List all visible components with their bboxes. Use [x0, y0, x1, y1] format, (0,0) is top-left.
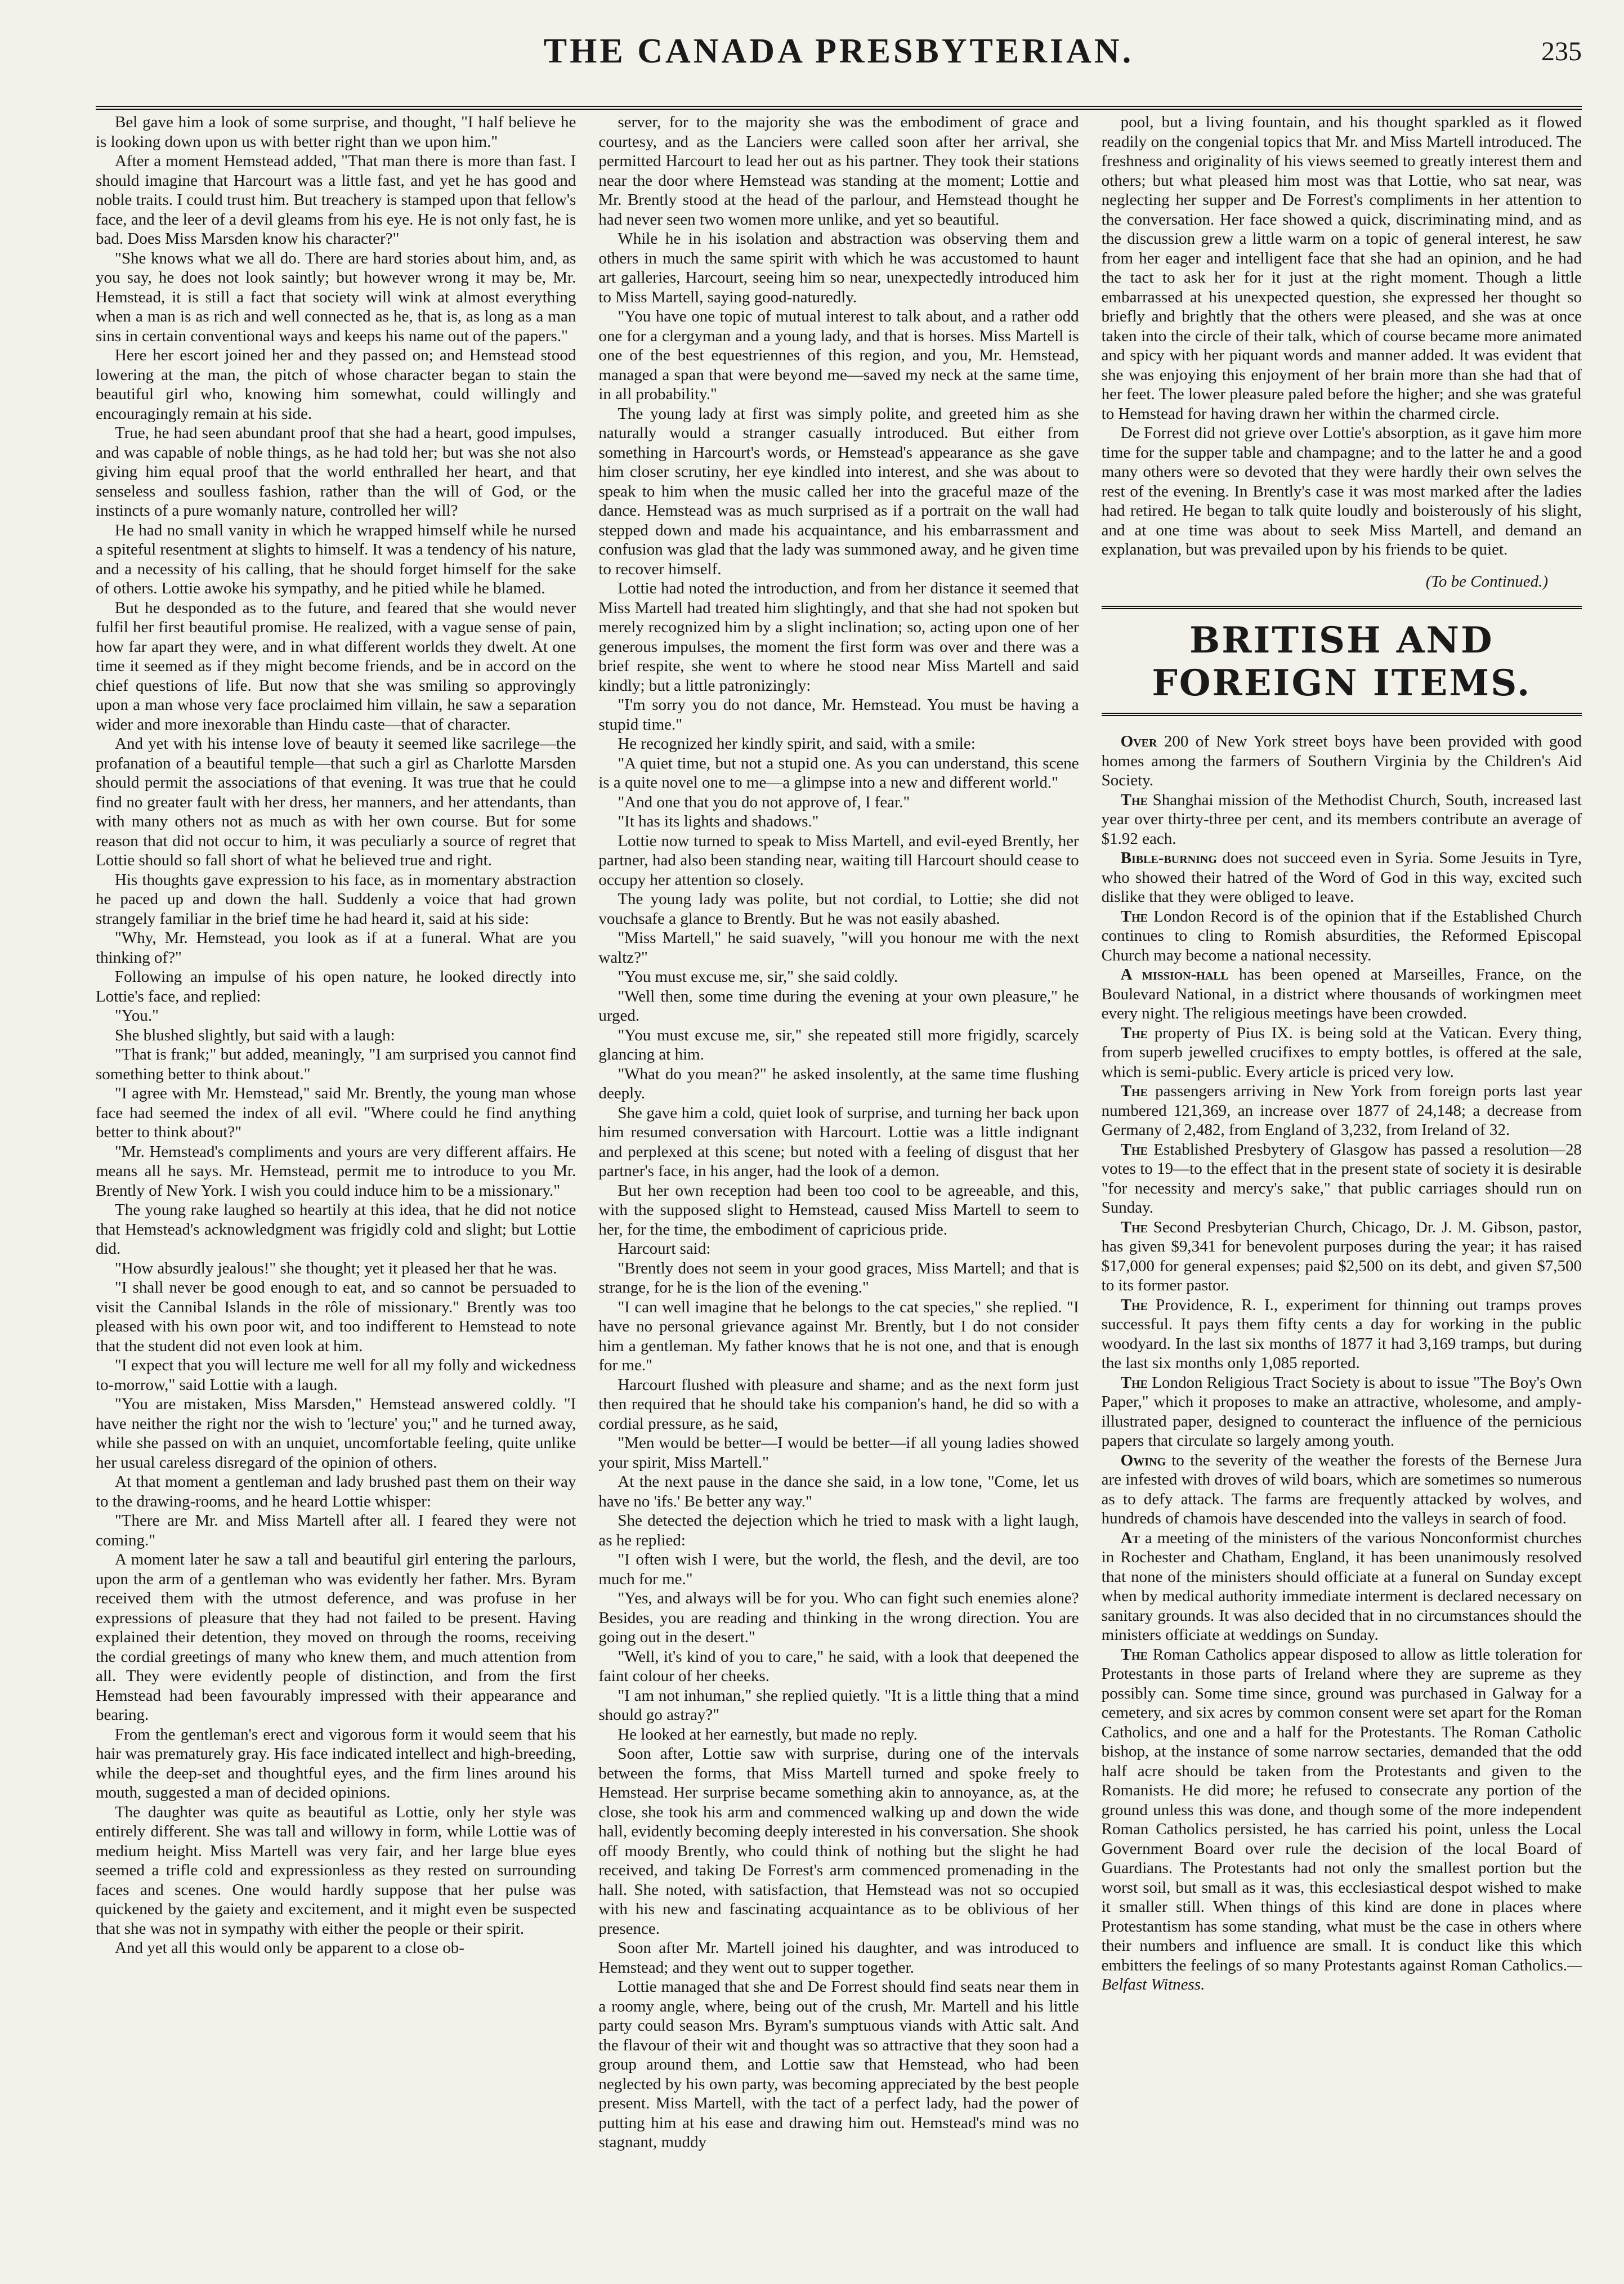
paragraph: Harcourt said: [618, 1240, 711, 1258]
paragraph: "Mr. Hemstead's compliments and yours are very different affairs. He means all he says. Mr. Hemstead, permit me to introduce to you Mr. Brently of New York. I wish you could induce him to be a missionary." [96, 1142, 576, 1200]
news-item [1102, 1295, 1582, 1373]
news-item [1102, 790, 1582, 849]
news-item-text: Providence, R. I., experiment for thinning out tramps proves successful. It pays them fifty cents a day for working in the public woodyard. In the last six months of 1877 it had 3,169 tramps, but during the last six months only 1,085 reported. [1101, 1295, 1582, 1373]
paragraph: While he in his isolation and abstraction was observing them and others in much the same spirit with which he was accustomed to haunt art galleries, Harcourt, seeing him so near, unexpectedly introduced him to Miss Martell, saying good-naturedly. [598, 230, 1079, 306]
paragraph: He looked at her earnestly, but made no reply. [618, 1725, 918, 1744]
paragraph: "Brently does not seem in your good graces, Miss Martell; and that is strange, for he is the lion of the evening." [598, 1259, 1079, 1297]
news-item-lead: The [1120, 1295, 1148, 1314]
news-item-lead: Over [1120, 732, 1157, 751]
paragraph: The daughter was quite as beautiful as Lottie, only her style was entirely different. She was tall and willowy in form, while Lottie was of medium height. Miss Martell was very fair, and her large blue eyes seemed a trifle cold and expressionless as they rested on surrounding faces and scenes. One would hardly suppose that her pulse was quickened by the gaiety and excitement, and it might even be suspected that she was not in sympathy with either the people or their spirit. [96, 1803, 576, 1938]
paragraph: From the gentleman's erect and vigorous form it would seem that his hair was prematurely gray. His face indicated intellect and high-breeding, while the deep-set and thoughtful eyes, and the firm lines around his mouth, suggested a man of decided opinions. [96, 1725, 576, 1802]
paragraph: De Forrest did not grieve over Lottie's absorption, as it gave him more time for the supper table and champagne; and to the latter he and a good many others were so devoted that they were hardly their own selves the rest of the evening. In Brently's case it was most marked after the ladies had retired. He began to talk quite loudly and boisterously of his slight, and at one time was about to seek Miss Martell, and demand an explanation, but was prevailed upon by his friends to be quiet. [1101, 424, 1582, 558]
section-title: BRITISH AND FOREIGN ITEMS. [1152, 619, 1532, 705]
newspaper-title: THE CANADA PRESBYTERIAN. [543, 32, 1134, 70]
paragraph: Following an impulse of his open nature, he looked directly into Lottie's face, and replied: [96, 968, 576, 1005]
news-item [1102, 1140, 1582, 1218]
news-item-text: London Record is of the opinion that if the Established Church continues to cling to Romish absurdities, the Reformed Episcopal Church may become a national necessity. [1101, 907, 1582, 964]
news-item-text: Second Presbyterian Church, Chicago, Dr. J. M. Gibson, pastor, has given $9,341 for benevolent purposes during the year; it has raised $17,000 for general expenses; paid $2,500 on its debt, and given $7,500 to its former pastor. [1101, 1218, 1582, 1295]
news-item [1102, 1023, 1582, 1082]
paragraph: At that moment a gentleman and lady brushed past them on their way to the drawing-rooms, and he heard Lottie whisper: [96, 1473, 576, 1510]
paragraph: Bel gave him a look of some surprise, and thought, "I half believe he is looking down upon us with better right than we upon him." [96, 113, 576, 151]
paragraph: He had no small vanity in which he wrapped himself while he nursed a spiteful resentment at slights to himself. It was a tendency of his nature, and a necessity of his calling, that he should forget himself for the sake of others. Lottie awoke his sympathy, and he pitied while he blamed. [96, 521, 576, 597]
paragraph: pool, but a living fountain, and his thought sparkled as it flowed readily on the congenial topics that Mr. and Miss Martell introduced. The freshness and originality of his views seemed to greatly interest them and others; but what pleased him most was that Lottie, who sat near, was neglecting her supper and De Forrest's compliments in her attention to the conversation. Her face showed a quick, discriminating mind, and as the discussion grew a little warm on a topic of general interest, he saw from her eager and intelligent face that she had an opinion, and he had the tact to ask her for it just at the right moment. Though a little embarrassed at his unexpected question, she expressed her thought so briefly and brightly that the others were pleased, and she was at once taken into the circle of their talk, which of course became more animated and spicy with her piquant words and manner added. It was evident that she was enjoying this enjoyment of her brain more than she had that of her feet. The lower pleasure paled before the higher; and she was grateful to Hemstead for having drawn her within the charmed circle. [1101, 113, 1582, 423]
paragraph: "It has its lights and shadows." [618, 812, 819, 830]
news-item-lead: At [1120, 1528, 1140, 1547]
news-item-text: to the severity of the weather the forests of the Bernese Jura are infested with droves of wild boars, which are sometimes so numerous as to defy attack. The farms are frequently attacked by wolves, and hundreds of chamois have descended into the valleys in search of food. [1101, 1451, 1582, 1528]
paragraph: "Miss Martell," he said suavely, "will you honour me with the next waltz?" [598, 929, 1079, 967]
paragraph: Lottie had noted the introduction, and from her distance it seemed that Miss Martell had treated him slightingly, and that she had not spoken but merely recognized him by a slight inclination; so, acting upon one of her generous impulses, the moment the first form was over and there was a brief respite, she went to where he stood near Miss Martell and said kindly; but a little patronizingly: [598, 579, 1079, 695]
paragraph: "A quiet time, but not a stupid one. As you can understand, this scene is a quite novel one to me—a glimpse into a new and different world." [598, 754, 1079, 792]
paragraph: A moment later he saw a tall and beautiful girl entering the parlours, upon the arm of a gentleman who was evidently her father. Mrs. Byram received them with the utmost deference, and was profuse in her expressions of pleasure that they had not failed to be present. Having explained their detention, they moved on through the rooms, receiving the cordial greetings of many who knew them, and much attention from all. They were evidently people of distinction, and from the first Hemstead had been favourably impressed with their appearance and bearing. [96, 1550, 576, 1724]
news-item-lead: The [1120, 1023, 1148, 1042]
news-item-lead: Owing [1120, 1451, 1166, 1469]
paragraph: "Men would be better—I would be better—if all young ladies showed your spirit, Miss Martell." [598, 1434, 1079, 1472]
paragraph: "You must excuse me, sir," she repeated still more frigidly, scarcely glancing at him. [598, 1026, 1079, 1063]
paragraph: "Why, Mr. Hemstead, you look as if at a funeral. What are you thinking of?" [96, 929, 576, 967]
news-item [1102, 907, 1582, 966]
news-item-lead: The [1120, 907, 1148, 926]
news-item-text: 200 of New York street boys have been provided with good homes among the farmers of Southern Virginia by the Children's Aid Society. [1101, 732, 1582, 790]
paragraph: And yet with his intense love of beauty it seemed like sacrilege—the profanation of a beautiful temple—that such a girl as Charlotte Marsden should permit the associations of that evening. It was true that he could find no greater fault with her dress, her manners, and her attendants, than with many others not as much as with her own course. But for some reason that did not occur to him, it was peculiarly a source of regret that Lottie should so fall short of what he believed true and right. [96, 735, 576, 869]
news-item-lead: The [1120, 1645, 1148, 1664]
paragraph: "I am not inhuman," she replied quietly. "It is a little thing that a mind should go astray?" [598, 1686, 1079, 1724]
paragraph: "I shall never be good enough to eat, and so cannot be persuaded to visit the Cannibal Islands in the rôle of missionary." Brently was too pleased with his own poor wit, and too indifferent to Hemstead to note that the student did not even look at him. [96, 1279, 576, 1355]
paragraph: His thoughts gave expression to his face, as in momentary abstraction he paced up and down the hall. Suddenly a voice that had grown strangely familiar in the brief time he had heard it, said at his side: [96, 870, 576, 928]
news-item-lead: The [1120, 1373, 1148, 1392]
paragraph: Harcourt flushed with pleasure and shame; and as the next form just then required that he should take his companion's hand, he did so with a cordial pressure, as he said, [598, 1375, 1079, 1433]
news-item-lead: The [1120, 790, 1148, 809]
column-3 [1102, 113, 1582, 2229]
news-item-lead: The [1120, 1218, 1148, 1236]
news-item-text: has been opened at Marseilles, France, on the Boulevard National, in a district where thousands of workingmen meet every night. The religious meetings have been crowded. [1101, 966, 1582, 1023]
paragraph: He recognized her kindly spirit, and said, with a smile: [618, 735, 976, 753]
news-item-text: a meeting of the ministers of the various Nonconformist churches in Rochester and Chatham, England, it has been unanimously resolved that none of the ministers should officiate at a funeral on Sunday except when by medical authority immediate interment is declared necessary on sanitary grounds. It was also decided that in no circumstances should the ministers officiate at weddings on Sunday. [1101, 1528, 1582, 1644]
paragraph: The young lady at first was simply polite, and greeted him as she naturally would a stranger casually introduced. But either from something in Harcourt's words, or Hemstead's appearance as she gave him closer scrutiny, her eye kindled into interest, and she was about to speak to him when the music called her into the graceful maze of the dance. Hemstead was as much surprised as if a portrait on the wall had stepped down and made his acquaintance, and his embarrassment and confusion was glad that the lady was summoned away, and he given time to recover himself. [598, 404, 1079, 578]
paragraph: Here her escort joined her and they passed on; and Hemstead stood lowering at the man, the pitch of whose character began to stain the beautiful girl who, knowing him somewhat, could willingly and encouragingly remain at his side. [96, 346, 576, 423]
news-item [1102, 848, 1582, 907]
section-header [1102, 606, 1582, 716]
paragraph: She blushed slightly, but said with a laugh: [115, 1026, 395, 1044]
news-item-lead: The [1120, 1140, 1148, 1159]
paragraph: "How absurdly jealous!" she thought; yet it pleased her that he was. [115, 1259, 557, 1277]
paragraph: "I'm sorry you do not dance, Mr. Hemstead. You must be having a stupid time." [598, 696, 1079, 734]
paragraph: "Well, it's kind of you to care," he said, with a look that deepened the faint colour of her cheeks. [598, 1647, 1079, 1685]
source-signature: —Belfast Witness. [1101, 1956, 1582, 1994]
news-item [1102, 965, 1582, 1023]
paragraph: "That is frank;" but added, meaningly, "I am surprised you cannot find something better to think about." [96, 1045, 576, 1083]
news-item [1102, 1528, 1582, 1645]
paragraph: True, he had seen abundant proof that she had a heart, good impulses, and was capable of noble things, as he had told her; but was she not also giving him equal proof that the world enthralled her heart, and that senseless and soulless fashion, rather than the will of God, or the instincts of a pure womanly nature, controlled her will? [96, 424, 576, 520]
news-item [1102, 1373, 1582, 1451]
paragraph: "What do you mean?" he asked insolently, at the same time flushing deeply. [598, 1065, 1079, 1102]
paragraph: But he desponded as to the future, and feared that she would never fulfil her first beautiful promise. He realized, with a vague sense of pain, how far apart they were, and in what different worlds they dwelt. At one time it seemed as if they might become friends, and be in accord on the chief questions of life. But now that she was smiling so approvingly upon a man whose very face proclaimed him villain, he saw a separation wider and more inexorable than Hindu caste—that of character. [96, 598, 576, 734]
paragraph: "I often wish I were, but the world, the flesh, and the devil, are too much for me." [598, 1550, 1079, 1588]
column-1 [96, 113, 576, 2229]
paragraph: "I expect that you will lecture me well for all my folly and wickedness to-morrow," said Lottie with a laugh. [96, 1356, 576, 1394]
paragraph: Lottie now turned to speak to Miss Martell, and evil-eyed Brently, her partner, had also been standing near, waiting till Harcourt should cease to occupy her attention so closely. [598, 832, 1079, 889]
paragraph: And yet all this would only be apparent to a close ob- [115, 1939, 464, 1957]
page-number: 235 [1541, 37, 1582, 66]
paragraph: "And one that you do not approve of, I fear." [618, 793, 910, 811]
news-item-text: does not succeed even in Syria. Some Jesuits in Tyre, who showed their hatred of the Word of God in this way, excited such dislike that they were obliged to leave. [1101, 849, 1582, 906]
news-items [1102, 732, 1582, 1995]
story-continuation [1102, 113, 1582, 560]
paragraph: "She knows what we all do. There are hard stories about him, and, as you say, he does not look saintly; but however wrong it may be, Mr. Hemstead, it is still a fact that society will wink at almost everything when a man is as rich and well connected as he, that is, as long as a man sins in certain conventional ways and keeps his name out of the papers." [96, 249, 576, 345]
to-be-continued: (To be Continued.) [1425, 572, 1548, 591]
news-item-lead: Bible-burning [1120, 849, 1217, 868]
news-item-text: Established Presbytery of Glasgow has passed a resolution—28 votes to 19—to the effect that in the present state of society it is desirable "for necessity and mercy's sake," that public carriages should run on Sunday. [1101, 1140, 1582, 1217]
paragraph: server, for to the majority she was the embodiment of grace and courtesy, and as the Lanciers were called soon after her arrival, she permitted Harcourt to lead her out as his partner. They took their stations near the door where Hemstead was standing at the moment; Lottie and Mr. Brently stood at the head of the parlour, and Hemstead thought he had never seen two women more unlike, and yet so beautiful. [598, 113, 1079, 229]
column-2 [598, 113, 1079, 2229]
news-item [1102, 1451, 1582, 1528]
news-item [1102, 732, 1582, 790]
news-item-text: Roman Catholics appear disposed to allow as little toleration for Protestants in those parts of Ireland where they are supreme as they possibly can. Some time since, ground was purchased in Galway for a cemetery, and six acres by common consent were set apart for the Roman Catholics, and one and a half for the Protestants. The Roman Catholic bishop, at the instance of some narrow sectaries, demanded that the odd half acre should be taken from the Protestants and given to the Romanists. He did more; he refused to consecrate any portion of the ground unless this was done, and though some of the more independent Roman Catholics persisted, he has carried his point, unless the Local Government Board over rule the decision of the local Board of Guardians. The Protestants had not only the smallest portion but the worst soil, but small as it was, this ecclesiastical despot wished to make it smaller still. When things of this kind are done in places where Protestantism has some standing, what must be the case in others where their numbers and influence are small. It is conduct like this which embitters the feelings of so many Protestants against Roman Catholics. [1101, 1645, 1582, 1974]
news-item-lead: The [1120, 1082, 1148, 1101]
paragraph: She detected the dejection which he tried to mask with a light laugh, as he replied: [598, 1512, 1079, 1549]
news-item [1102, 1081, 1582, 1140]
paragraph: After a moment Hemstead added, "That man there is more than fast. I should imagine that Harcourt was a little fast, and yet he has good and noble traits. I could trust him. But treachery is stamped upon that fellow's face, and the leer of a devil gleams from his eye. He is not only fast, he is bad. Does Miss Marsden know his character?" [96, 152, 576, 248]
paragraph: "I can well imagine that he belongs to the cat species," she replied. "I have no personal grievance against Mr. Brently, but I do not consider him a gentleman. My father knows that he is not one, and that is enough for me." [598, 1298, 1079, 1374]
news-item [1102, 1218, 1582, 1295]
news-item-text: passengers arriving in New York from foreign ports last year numbered 121,369, an increase over 1877 of 24,148; a decrease from Germany of 2,482, from England of 3,232, from Ireland of 32. [1101, 1082, 1582, 1139]
paragraph: Soon after Mr. Martell joined his daughter, and was introduced to Hemstead; and they went out to supper together. [598, 1939, 1079, 1977]
paragraph: The young rake laughed so heartily at this idea, that he did not notice that Hemstead's acknowledgment was frigidly cold and slight; but Lottie did. [96, 1201, 576, 1258]
paragraph: Soon after, Lottie saw with surprise, during one of the intervals between the forms, that Miss Martell turned and spoke freely to Hemstead. Her surprise became something akin to annoyance, as, at the close, she took his arm and commenced walking up and down the wide hall, evidently becoming deeply interested in his conversation. She shook off moody Brently, who could think of nothing but the slight he had received, and taking De Forrest's arm commenced promenading in the hall. She noted, with satisfaction, that Hemstead was not so occupied with his new and fascinating acquaintance as to be oblivious of her presence. [598, 1745, 1079, 1938]
news-item-text: London Religious Tract Society is about to issue "The Boy's Own Paper," which it proposes to make an attractive, wholesome, and amply-illustrated paper, designed to counteract the influence of the pernicious papers that circulate so largely among youth. [1101, 1373, 1582, 1450]
news-item-text: property of Pius IX. is being sold at the Vatican. Every thing, from superb jewelled crucifixes to empty bottles, is offered at the sale, which is semi-public. Every article is priced very low. [1101, 1023, 1582, 1081]
masthead [96, 21, 1582, 110]
news-item [1102, 1645, 1582, 1995]
paragraph: "There are Mr. and Miss Martell after all. I feared they were not coming." [96, 1512, 576, 1549]
paragraph: "Yes, and always will be for you. Who can fight such enemies alone? Besides, you are reading and thinking in the wrong direction. You are going out in the desert." [598, 1589, 1079, 1646]
paragraph: "Well then, some time during the evening at your own pleasure," he urged. [598, 987, 1079, 1025]
paragraph: "You." [115, 1007, 159, 1025]
news-item-text: Shanghai mission of the Methodist Church, South, increased last year over thirty-three per cent, and its members contribute an average of $1.92 each. [1101, 790, 1582, 848]
article-columns [96, 113, 1582, 2229]
paragraph: Lottie managed that she and De Forrest should find seats near them in a roomy angle, where, being out of the crush, Mr. Martell and his little party could season Mrs. Byram's sumptuous viands with Attic salt. And the flavour of their wit and thought was so attractive that they soon had a group around them, and Lottie saw that Hemstead, who had been neglected by his own party, was becoming appreciated by the best people present. Miss Martell, with the tact of a perfect lady, had the power of putting him at his ease and drawing him out. Hemstead's mind was no stagnant, muddy [598, 1978, 1079, 2151]
paragraph: "I agree with Mr. Hemstead," said Mr. Brently, the young man whose face had seemed the index of all evil. "Where could he find anything better to think about?" [96, 1084, 576, 1141]
paragraph: "You must excuse me, sir," she said coldly. [618, 968, 898, 986]
paragraph: "You are mistaken, Miss Marsden," Hemstead answered coldly. "I have neither the right nor the wish to 'lecture' you;" and he turned away, while she passed on with an unquiet, uncomfortable feeling, quite unlike her usual careless disregard of the opinion of others. [96, 1395, 576, 1472]
news-item-lead: A mission-hall [1120, 966, 1228, 984]
paragraph: But her own reception had been too cool to be agreeable, and this, with the supposed slight to Hemstead, caused Miss Martell to seem to her, for the time, the embodiment of capricious pride. [598, 1181, 1079, 1239]
paragraph: She gave him a cold, quiet look of surprise, and turning her back upon him resumed conversation with Harcourt. Lottie was a little indignant and perplexed at this scene; but noted with a feeling of disgust that her partner's face, in his anger, had the look of a demon. [598, 1103, 1079, 1180]
paragraph: The young lady was polite, but not cordial, to Lottie; she did not vouchsafe a glance to Brently. But he was not easily abashed. [598, 890, 1079, 928]
paragraph: "You have one topic of mutual interest to talk about, and a rather odd one for a clergyman and a young lady, and that is horses. Miss Martell is one of the best equestriennes of this region, and you, Mr. Hemstead, managed a span that were beyond me—saved my neck at the same time, in all probability." [598, 307, 1079, 403]
paragraph: At the next pause in the dance she said, in a low tone, "Come, let us have no 'ifs.' Be better any way." [598, 1473, 1079, 1510]
